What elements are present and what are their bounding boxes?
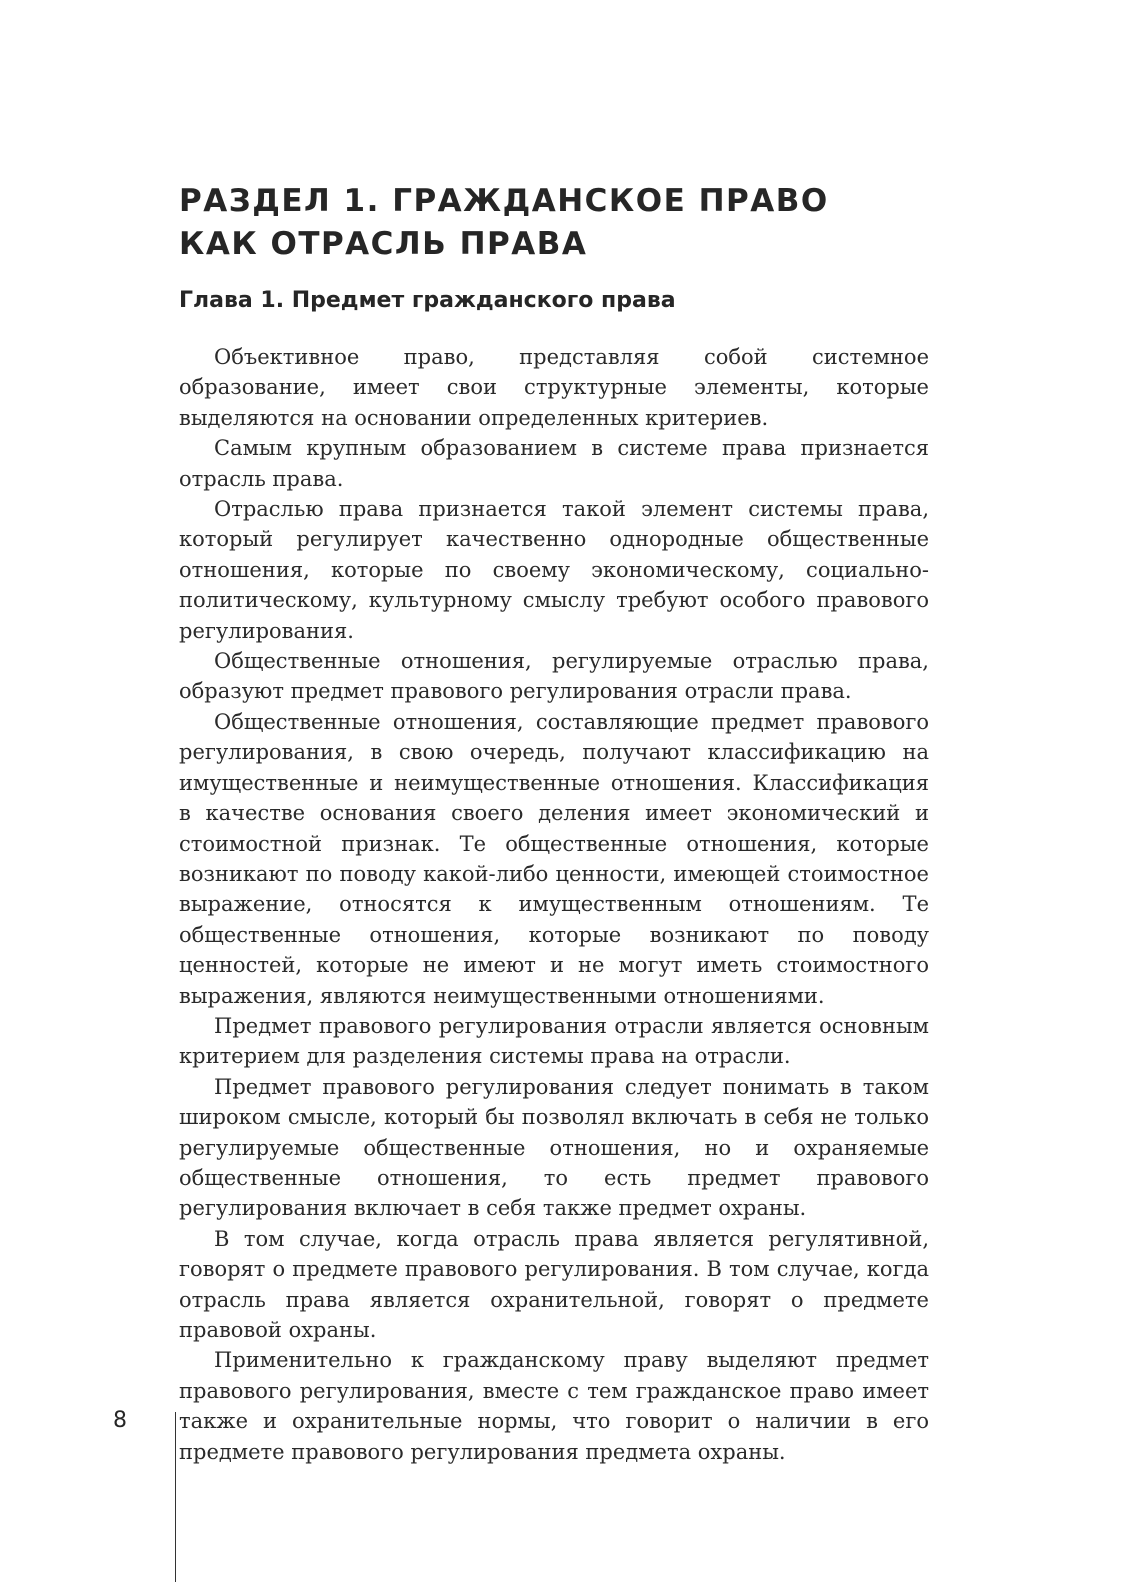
- margin-rule: [175, 1412, 176, 1582]
- paragraph: Самым крупным образованием в системе права признается отрасль права.: [179, 436, 929, 491]
- section-title-line-1: РАЗДЕЛ 1. ГРАЖДАНСКОЕ ПРАВО: [179, 183, 829, 219]
- paragraph: Отраслью права признается такой элемент системы права, который регулирует качественно однородные общественные отношения, которые по своему экономическому, социально-политическому, культурному смыслу требуют особого правового регулирования.: [179, 497, 929, 643]
- chapter-title: Глава 1. Предмет гражданского права: [179, 288, 676, 313]
- paragraph: Общественные отношения, составляющие предмет правового регулирования, в свою очередь, получают классификацию на имущественные и неимущественные отношения. Классификация в качестве основания своего деления имеет экономический и стоимостной признак. Те общественные отношения, которые возникают по поводу какой-либо ценности, имеющей стоимостное выражение, относятся к имущественным отношениям. Те общественные отношения, которые возникают по поводу ценностей, которые не имеют и не могут иметь стоимостного выражения, являются неимущественными отношениями.: [179, 709, 929, 1008]
- paragraph: Предмет правового регулирования следует понимать в таком широком смысле, который бы позволял включать в себя не только регулируемые общественные отношения, но и охраняемые общественные отношения, то есть предмет правового регулирования включает в себя также предмет охраны.: [179, 1074, 929, 1221]
- section-title-line-2: КАК ОТРАСЛЬ ПРАВА: [179, 226, 588, 262]
- page-number: 8: [113, 1408, 127, 1433]
- section-title: [179, 180, 979, 266]
- body-text: [179, 342, 929, 1467]
- paragraph: Общественные отношения, регулируемые отраслью права, образуют предмет правового регулирования отрасли права.: [179, 649, 929, 704]
- paragraph: Объективное право, представляя собой системное образование, имеет свои структурные элементы, которые выделяются на основании определенных критериев.: [179, 345, 929, 430]
- paragraph: Применительно к гражданскому праву выделяют предмет правового регулирования, вместе с тем гражданское право имеет также и охранительные нормы, что говорит о наличии в его предмете правового регулирования предмета охраны.: [179, 1348, 929, 1464]
- paragraph: Предмет правового регулирования отрасли является основным критерием для разделения системы права на отрасли.: [179, 1013, 929, 1069]
- paragraph: В том случае, когда отрасль права является регулятивной, говорят о предмете правового регулирования. В том случае, когда отрасль права является охранительной, говорят о предмете правовой охраны.: [179, 1226, 929, 1342]
